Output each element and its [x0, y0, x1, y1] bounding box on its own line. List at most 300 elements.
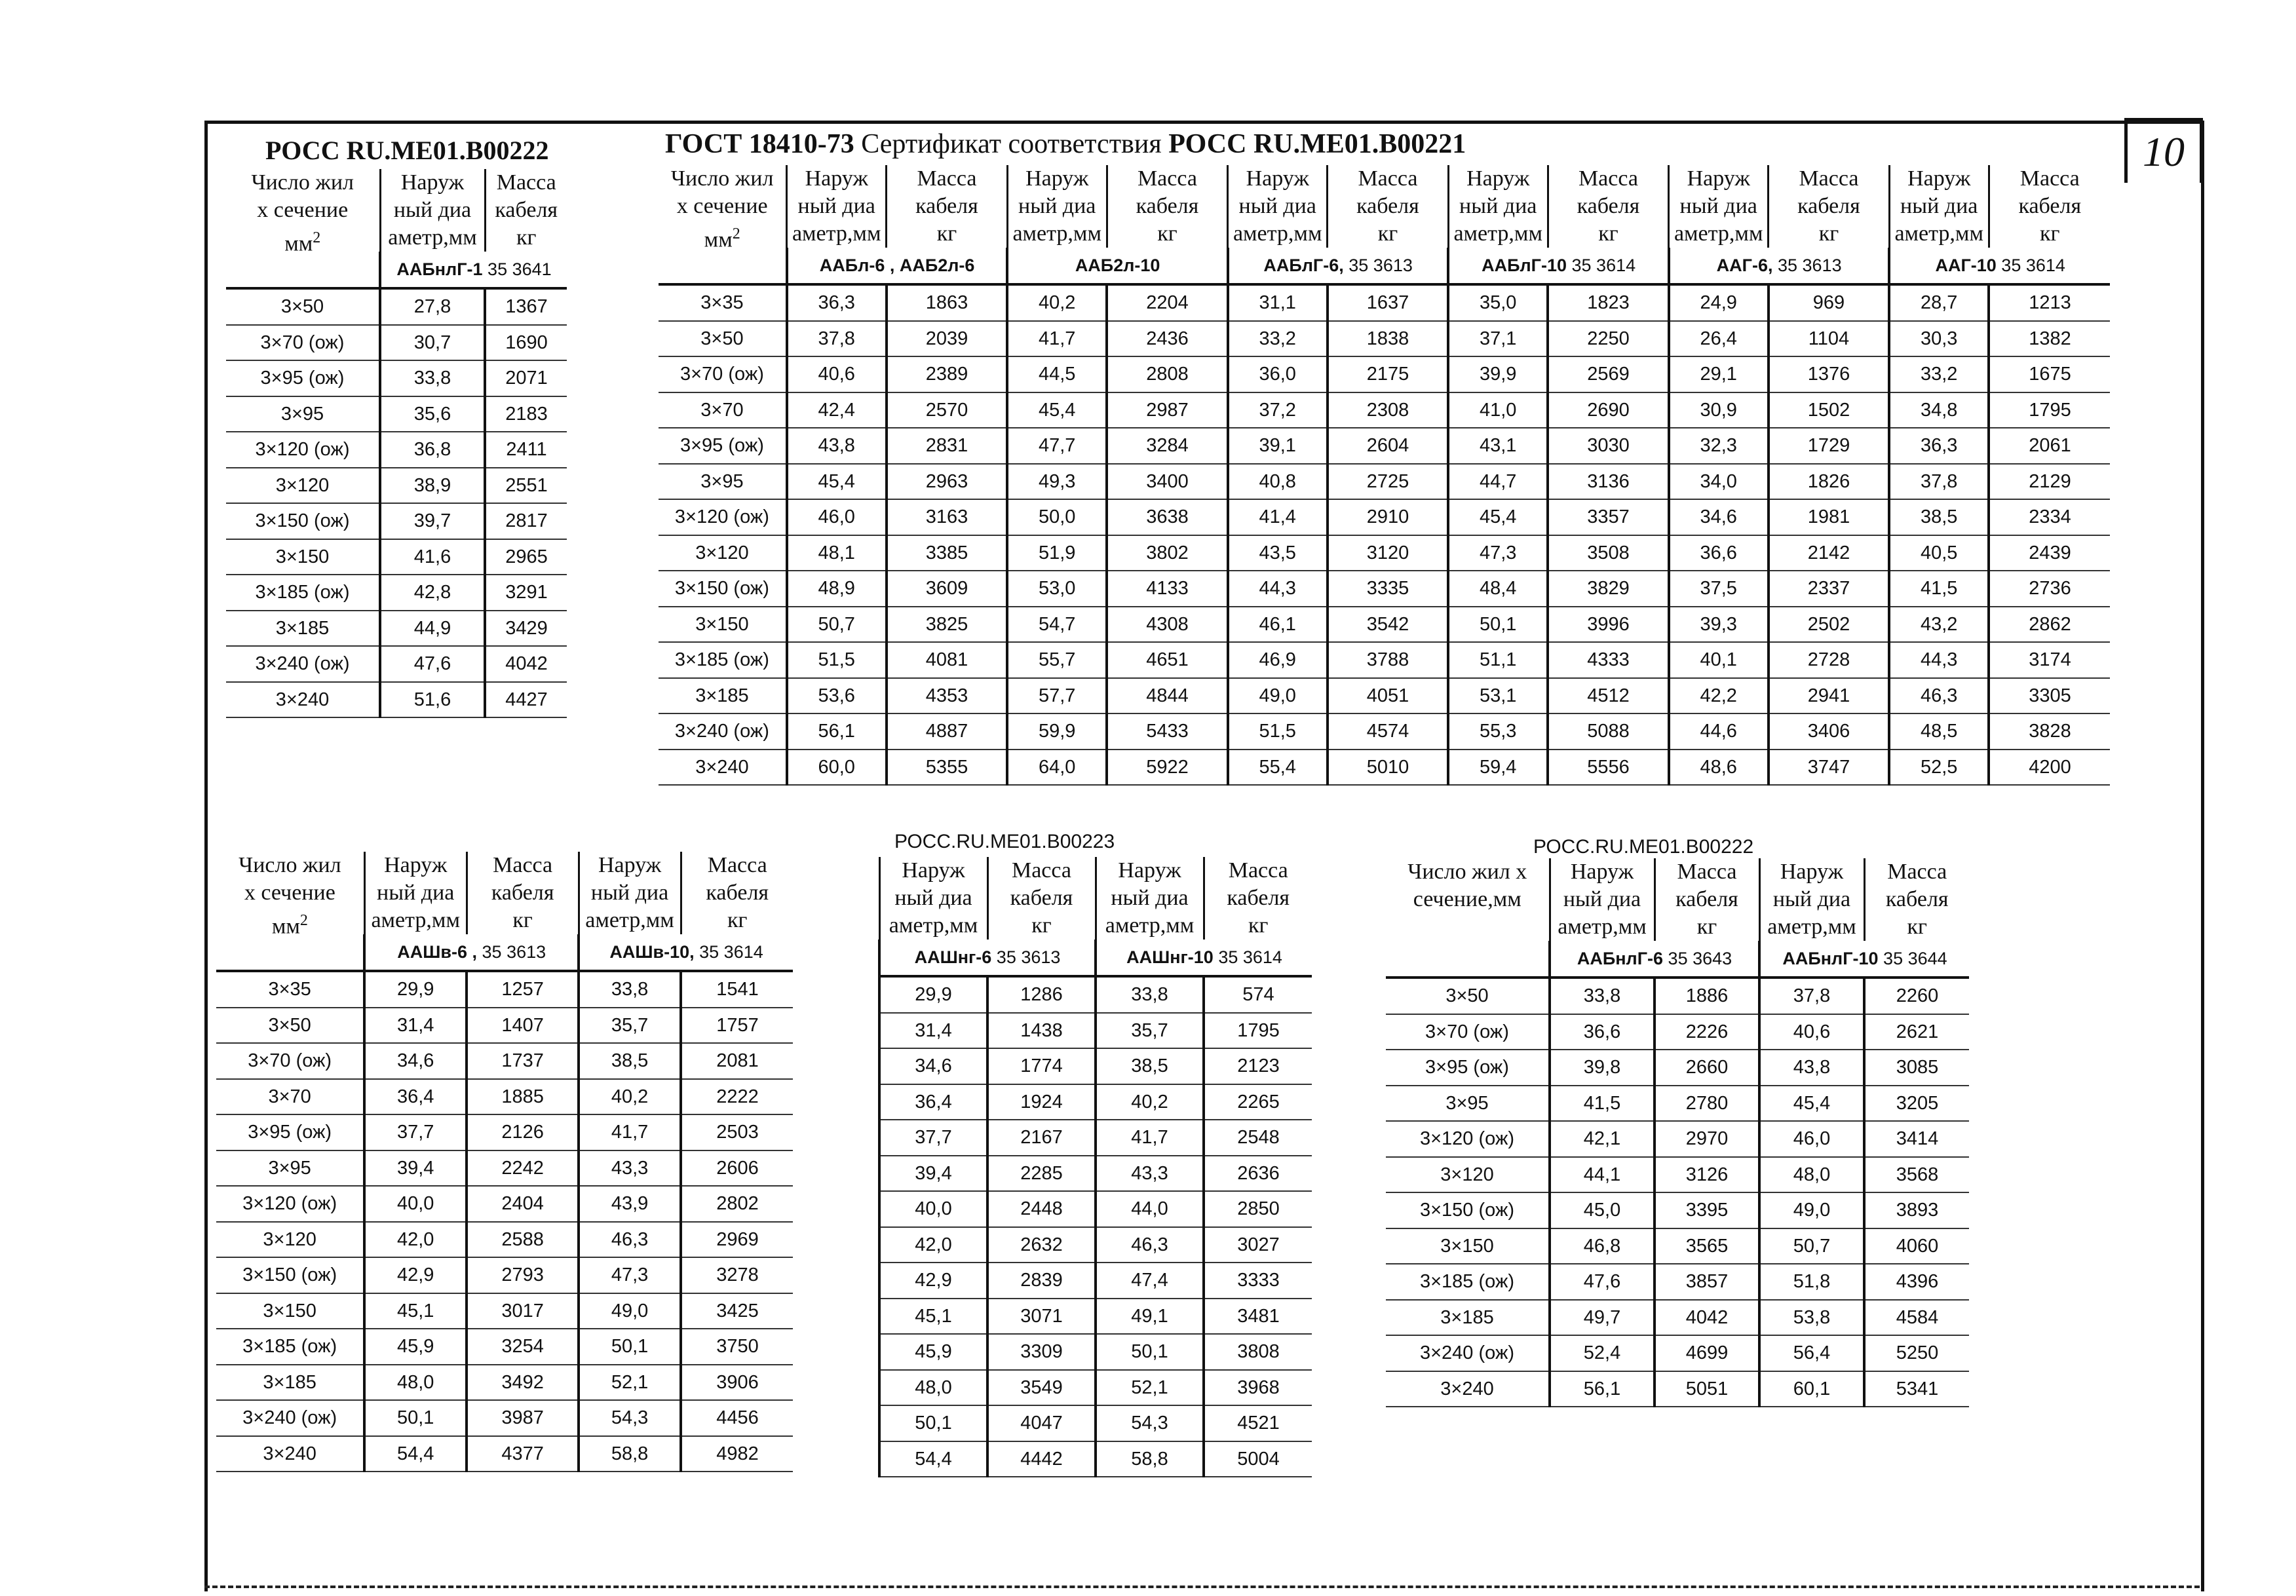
cell-mass: 3085: [1864, 1050, 1969, 1086]
cell-mass: 2265: [1204, 1084, 1312, 1120]
cell-mass: 5004: [1204, 1441, 1312, 1477]
cell-mass: 2061: [1989, 428, 2110, 464]
table-row: [879, 1334, 1312, 1370]
cable-type: ААШнг-10: [1126, 947, 1214, 967]
header-line: Масса: [496, 170, 556, 195]
table-row: [879, 1013, 1312, 1049]
cell-mass: 2660: [1655, 1050, 1759, 1086]
cable-type: ААБлГ-6,: [1263, 255, 1344, 275]
cell-diameter: 54,4: [879, 1441, 987, 1477]
cell-mass: 5355: [887, 750, 1008, 786]
cable-code: 35 3613: [996, 947, 1061, 967]
table-row: [1386, 1228, 1969, 1264]
cell-mass: 4081: [887, 642, 1008, 678]
cell-diameter: 36,6: [1669, 535, 1769, 571]
header-line: ный диа: [1772, 887, 1851, 911]
cell-diameter: 29,9: [879, 976, 987, 1013]
header-line: ный диа: [590, 881, 669, 905]
cable-type: ААБлГ-10: [1482, 255, 1567, 275]
header-line: кг: [727, 908, 748, 932]
heading-table-5: РОСС.RU.ME01.B00222: [1533, 836, 1754, 858]
column-header-mass: [681, 852, 793, 934]
column-header-diameter: [1096, 857, 1204, 940]
cell-diameter: 47,4: [1096, 1263, 1204, 1299]
cell-diameter: 43,8: [787, 428, 887, 464]
cell-diameter: 51,9: [1007, 535, 1107, 571]
cell-diameter: 43,2: [1889, 607, 1989, 643]
table-row: [1386, 1157, 1969, 1193]
cell-diameter: 44,3: [1889, 642, 1989, 678]
cell-mass: 1541: [681, 971, 793, 1008]
unit-mm: мм: [271, 914, 300, 934]
cell-mass: 3205: [1864, 1086, 1969, 1122]
cell-mass: 1823: [1548, 284, 1669, 321]
header-line: Число жил: [670, 166, 774, 191]
cell-mass: 1737: [467, 1043, 579, 1079]
column-header-mass: [1548, 165, 1669, 248]
cell-diameter: 45,4: [1759, 1086, 1864, 1122]
cell-diameter: 46,0: [1759, 1121, 1864, 1157]
header-line: аметр,мм: [1767, 915, 1856, 939]
cell-diameter: 49,0: [1759, 1192, 1864, 1228]
cell-section: 3×150: [659, 607, 787, 643]
cell-section: 3×95: [216, 1150, 364, 1187]
cable-table-2: [659, 165, 2110, 786]
header-line: кг: [1031, 913, 1052, 938]
header-line: аметр,мм: [371, 908, 460, 932]
cell-section: 3×70: [216, 1079, 364, 1115]
column-header-diameter: [879, 857, 987, 940]
cell-diameter: 58,8: [1096, 1441, 1204, 1477]
cell-mass: 3126: [1655, 1157, 1759, 1193]
cell-diameter: 50,7: [787, 607, 887, 643]
cable-table-5: [1386, 858, 1969, 1407]
header-line: кг: [1696, 915, 1717, 939]
header-line: аметр,мм: [1012, 221, 1101, 246]
header-line: кг: [516, 225, 537, 250]
cell-section: 3×35: [659, 284, 787, 321]
cell-mass: 2941: [1769, 678, 1890, 714]
cell-mass: 2404: [467, 1186, 579, 1222]
cell-section: 3×50: [1386, 978, 1550, 1014]
table-row: [879, 1048, 1312, 1084]
cell-mass: 3429: [485, 611, 567, 647]
table-row: [226, 360, 567, 396]
cell-mass: 2226: [1655, 1014, 1759, 1050]
cell-diameter: 35,0: [1448, 284, 1548, 321]
gost-certificate: РОСС RU.ME01.B00221: [1168, 129, 1466, 159]
cell-mass: 2604: [1328, 428, 1449, 464]
cell-mass: 4200: [1989, 750, 2110, 786]
cell-diameter: 35,7: [579, 1008, 681, 1044]
column-header-diameter: [1550, 858, 1655, 941]
cell-diameter: 33,8: [579, 971, 681, 1008]
cell-diameter: 36,3: [787, 284, 887, 321]
cable-type-label: [1889, 248, 2110, 284]
cell-mass: 3291: [485, 575, 567, 611]
cable-code: 35 3614: [1571, 255, 1636, 275]
cell-mass: 2071: [485, 360, 567, 396]
column-header-section: [226, 169, 380, 252]
cell-mass: 3802: [1107, 535, 1228, 571]
header-line: Масса: [2019, 166, 2080, 191]
cell-diameter: 47,6: [380, 646, 485, 682]
cell-diameter: 38,5: [1889, 499, 1989, 535]
cable-type-label: [1669, 248, 1890, 284]
header-line: Масса: [1011, 858, 1071, 883]
header-line: Наруж: [1780, 860, 1844, 884]
header-line: аметр,мм: [1674, 221, 1763, 246]
cell-diameter: 45,1: [364, 1293, 467, 1329]
cell-mass: 4308: [1107, 607, 1228, 643]
table-row: [1386, 1121, 1969, 1157]
cell-mass: 2167: [987, 1120, 1096, 1156]
cell-diameter: 55,3: [1448, 713, 1548, 750]
cell-mass: 2436: [1107, 321, 1228, 357]
header-line: Масса: [1887, 860, 1947, 884]
cell-mass: 3333: [1204, 1263, 1312, 1299]
table-row: [226, 432, 567, 468]
cell-mass: 574: [1204, 976, 1312, 1013]
cell-diameter: 49,0: [1228, 678, 1328, 714]
header-line: Наруж: [1466, 166, 1530, 191]
cable-type: ААБнлГ-1: [396, 259, 483, 279]
header-line: Наруж: [902, 858, 965, 883]
table-row: [659, 535, 2110, 571]
cell-mass: 3747: [1769, 750, 1890, 786]
cell-diameter: 45,0: [1550, 1192, 1655, 1228]
cell-mass: 1286: [987, 976, 1096, 1013]
cell-mass: 3174: [1989, 642, 2110, 678]
column-header-diameter: [1669, 165, 1769, 248]
cell-mass: 2632: [987, 1227, 1096, 1263]
cell-section: 3×150 (ож): [1386, 1192, 1550, 1228]
cell-mass: 3163: [887, 499, 1008, 535]
header-line: ный диа: [1563, 887, 1641, 911]
cell-diameter: 53,6: [787, 678, 887, 714]
cell-mass: 2569: [1548, 356, 1669, 392]
subheader-blank: [1386, 941, 1550, 978]
cell-mass: 2728: [1769, 642, 1890, 678]
cell-mass: 2126: [467, 1114, 579, 1150]
header-line: х сечение: [257, 198, 349, 222]
header-line: кабеля: [1010, 886, 1073, 910]
table-row: [216, 1436, 793, 1472]
cell-section: 3×185 (ож): [216, 1329, 364, 1365]
cell-section: 3×95 (ож): [1386, 1050, 1550, 1086]
unit-superscript: 2: [299, 912, 308, 929]
header-line: Масса: [1358, 166, 1418, 191]
table-row: [879, 1263, 1312, 1299]
cell-diameter: 43,3: [1096, 1156, 1204, 1192]
cell-section: 3×150 (ож): [226, 503, 380, 539]
cell-diameter: 48,0: [1759, 1157, 1864, 1193]
cell-mass: 5010: [1328, 750, 1449, 786]
table-row: [216, 1043, 793, 1079]
cell-mass: 3750: [681, 1329, 793, 1365]
cable-type: ААШв-10,: [609, 941, 695, 962]
cell-mass: 2204: [1107, 284, 1228, 321]
table-row: [226, 503, 567, 539]
cell-mass: 2142: [1769, 535, 1890, 571]
cell-section: 3×240 (ож): [216, 1400, 364, 1436]
table-row: [659, 713, 2110, 750]
table-row: [216, 1400, 793, 1436]
header-line: Масса: [493, 853, 553, 877]
cell-mass: 2175: [1328, 356, 1449, 392]
header-line: кабеля: [491, 881, 554, 905]
cable-type: ААШнг-6: [914, 947, 992, 967]
cell-mass: 2129: [1989, 464, 2110, 500]
cell-mass: 2551: [485, 468, 567, 504]
table-row: [1386, 1050, 1969, 1086]
cell-diameter: 42,0: [364, 1222, 467, 1258]
cell-mass: 1826: [1769, 464, 1890, 500]
cell-mass: 5341: [1864, 1371, 1969, 1407]
table-row: [659, 392, 2110, 428]
cell-section: 3×70 (ож): [226, 325, 380, 361]
cell-diameter: 41,5: [1889, 571, 1989, 607]
cell-section: 3×95: [659, 464, 787, 500]
cell-diameter: 51,5: [1228, 713, 1328, 750]
cell-mass: 3996: [1548, 607, 1669, 643]
header-line: сечение,мм: [1413, 887, 1521, 911]
cable-type-label: [579, 934, 793, 971]
table-row: [216, 971, 793, 1008]
cell-diameter: 44,9: [380, 611, 485, 647]
header-line: кабеля: [1675, 887, 1738, 911]
cell-diameter: 41,5: [1550, 1086, 1655, 1122]
cell-mass: 1757: [681, 1008, 793, 1044]
cell-section: 3×120 (ож): [1386, 1121, 1550, 1157]
cell-section: 3×185 (ож): [659, 642, 787, 678]
column-header-diameter: [1448, 165, 1548, 248]
cell-mass: 4427: [485, 682, 567, 718]
cell-mass: 2308: [1328, 392, 1449, 428]
header-line: кабеля: [1136, 194, 1199, 218]
subheader-blank: [226, 252, 380, 288]
cell-mass: 1675: [1989, 356, 2110, 392]
cell-mass: 4442: [987, 1441, 1096, 1477]
cell-mass: 3542: [1328, 607, 1449, 643]
cable-code: 35 3613: [482, 941, 546, 962]
cell-diameter: 52,5: [1889, 750, 1989, 786]
header-line: Наруж: [1118, 858, 1181, 883]
cell-diameter: 31,1: [1228, 284, 1328, 321]
header-line: кабеля: [1885, 887, 1949, 911]
cell-diameter: 42,2: [1669, 678, 1769, 714]
cell-diameter: 33,8: [1096, 976, 1204, 1013]
cell-section: 3×120: [216, 1222, 364, 1258]
cell-diameter: 34,6: [879, 1048, 987, 1084]
header-line: кг: [1598, 221, 1618, 246]
cable-type: ААГ-10: [1935, 255, 1997, 275]
cell-diameter: 41,7: [579, 1114, 681, 1150]
table-row: [1386, 978, 1969, 1014]
cell-diameter: 32,3: [1669, 428, 1769, 464]
cell-mass: 2793: [467, 1257, 579, 1293]
cell-mass: 1886: [1655, 978, 1759, 1014]
cell-diameter: 52,4: [1550, 1335, 1655, 1371]
cable-type-label: [1448, 248, 1669, 284]
column-header-mass: [1107, 165, 1228, 248]
column-header-mass: [887, 165, 1008, 248]
cell-section: 3×95: [226, 396, 380, 432]
cell-diameter: 36,8: [380, 432, 485, 468]
cell-mass: 3508: [1548, 535, 1669, 571]
header-line: кабеля: [706, 881, 769, 905]
table-row: [216, 1114, 793, 1150]
header-line: кг: [1907, 915, 1927, 939]
cable-type-label: [1007, 248, 1228, 284]
cell-diameter: 46,3: [579, 1222, 681, 1258]
header-line: ный диа: [393, 198, 472, 222]
column-header-diameter: [1889, 165, 1989, 248]
heading-table-1: РОСС RU.ME01.B00222: [265, 136, 549, 165]
column-header-diameter: [787, 165, 887, 248]
cell-mass: 4521: [1204, 1405, 1312, 1441]
cell-diameter: 39,8: [1550, 1050, 1655, 1086]
cell-diameter: 36,4: [879, 1084, 987, 1120]
cell-mass: 3254: [467, 1329, 579, 1365]
cell-mass: 3071: [987, 1299, 1096, 1335]
cell-mass: 2606: [681, 1150, 793, 1187]
column-header-mass: [1655, 858, 1759, 941]
cell-mass: 1382: [1989, 321, 2110, 357]
cell-mass: 3987: [467, 1400, 579, 1436]
table-row: [879, 1084, 1312, 1120]
header-line: ный диа: [1018, 194, 1096, 218]
column-header-section: [1386, 858, 1550, 941]
header-line: аметр,мм: [1233, 221, 1322, 246]
cell-diameter: 40,8: [1228, 464, 1328, 500]
header-line: аметр,мм: [585, 908, 674, 932]
cell-section: 3×35: [216, 971, 364, 1008]
cable-type: ААШв-6 ,: [397, 941, 478, 962]
cell-mass: 3017: [467, 1293, 579, 1329]
cell-diameter: 60,1: [1759, 1371, 1864, 1407]
cell-mass: 2285: [987, 1156, 1096, 1192]
table-row: [1386, 1371, 1969, 1407]
cell-diameter: 40,1: [1669, 642, 1769, 678]
cell-diameter: 42,1: [1550, 1121, 1655, 1157]
cell-diameter: 45,4: [1007, 392, 1107, 428]
cell-mass: 3638: [1107, 499, 1228, 535]
cell-mass: 2850: [1204, 1191, 1312, 1227]
cell-diameter: 46,8: [1550, 1228, 1655, 1264]
cell-mass: 1257: [467, 971, 579, 1008]
cell-section: 3×240: [1386, 1371, 1550, 1407]
cell-diameter: 42,0: [879, 1227, 987, 1263]
cell-diameter: 46,1: [1228, 607, 1328, 643]
cell-mass: 1795: [1204, 1013, 1312, 1049]
cell-diameter: 47,3: [1448, 535, 1548, 571]
cell-diameter: 54,7: [1007, 607, 1107, 643]
cell-diameter: 35,7: [1096, 1013, 1204, 1049]
cable-type-label: [1228, 248, 1449, 284]
unit-superscript: 2: [732, 225, 740, 242]
cell-section: 3×150: [226, 539, 380, 575]
cell-diameter: 34,8: [1889, 392, 1989, 428]
cell-mass: 2389: [887, 356, 1008, 392]
cable-code: 35 3613: [1777, 255, 1842, 275]
cell-mass: 3027: [1204, 1227, 1312, 1263]
table-row: [216, 1008, 793, 1044]
unit-superscript: 2: [313, 229, 321, 246]
header-line: аметр,мм: [1894, 221, 1983, 246]
cell-diameter: 51,1: [1448, 642, 1548, 678]
cable-type-label: [1096, 940, 1312, 976]
header-line: Масса: [917, 166, 977, 191]
cell-mass: 5088: [1548, 713, 1669, 750]
header-line: кабеля: [2018, 194, 2082, 218]
cell-diameter: 37,5: [1669, 571, 1769, 607]
cell-diameter: 48,6: [1669, 750, 1769, 786]
cell-mass: 2780: [1655, 1086, 1759, 1122]
table-row: [879, 1191, 1312, 1227]
header-line: Масса: [1137, 166, 1197, 191]
cable-code: 35 3614: [2001, 255, 2065, 275]
cell-diameter: 51,8: [1759, 1264, 1864, 1300]
cell-mass: 1924: [987, 1084, 1096, 1120]
table-row: [226, 682, 567, 718]
cell-diameter: 40,6: [1759, 1014, 1864, 1050]
table-row: [216, 1150, 793, 1187]
header-line: кг: [1818, 221, 1839, 246]
cell-diameter: 45,9: [364, 1329, 467, 1365]
unit-mm: мм: [704, 227, 733, 248]
table-row: [879, 1299, 1312, 1335]
cell-diameter: 46,0: [787, 499, 887, 535]
cell-diameter: 39,1: [1228, 428, 1328, 464]
cable-type: ААГ-6,: [1716, 255, 1773, 275]
cell-mass: 3828: [1989, 713, 2110, 750]
cell-diameter: 37,7: [364, 1114, 467, 1150]
cell-diameter: 30,3: [1889, 321, 1989, 357]
header-line: Масса: [1228, 858, 1288, 883]
header-line: Наруж: [805, 166, 868, 191]
cell-mass: 1885: [467, 1079, 579, 1115]
cell-diameter: 49,1: [1096, 1299, 1204, 1335]
cell-section: 3×120: [226, 468, 380, 504]
cell-diameter: 33,2: [1889, 356, 1989, 392]
cell-diameter: 45,9: [879, 1334, 987, 1370]
cell-mass: 1502: [1769, 392, 1890, 428]
column-header-mass: [485, 169, 567, 252]
header-line: аметр,мм: [889, 913, 978, 938]
cell-diameter: 31,4: [364, 1008, 467, 1044]
cell-mass: 3030: [1548, 428, 1669, 464]
cell-mass: 1637: [1328, 284, 1449, 321]
cell-mass: 1838: [1328, 321, 1449, 357]
cell-diameter: 48,0: [364, 1365, 467, 1401]
cable-type-label: [879, 940, 1096, 976]
cell-section: 3×240 (ож): [226, 646, 380, 682]
table-row: [226, 646, 567, 682]
cell-mass: 3357: [1548, 499, 1669, 535]
cell-diameter: 55,7: [1007, 642, 1107, 678]
cell-diameter: 44,5: [1007, 356, 1107, 392]
cell-mass: 3492: [467, 1365, 579, 1401]
header-line: кг: [512, 908, 533, 932]
header-line: кабеля: [1577, 194, 1640, 218]
cell-mass: 2502: [1769, 607, 1890, 643]
cell-diameter: 39,4: [879, 1156, 987, 1192]
cell-mass: 2690: [1548, 392, 1669, 428]
cell-diameter: 29,1: [1669, 356, 1769, 392]
cell-section: 3×185 (ож): [226, 575, 380, 611]
column-header-mass: [1204, 857, 1312, 940]
